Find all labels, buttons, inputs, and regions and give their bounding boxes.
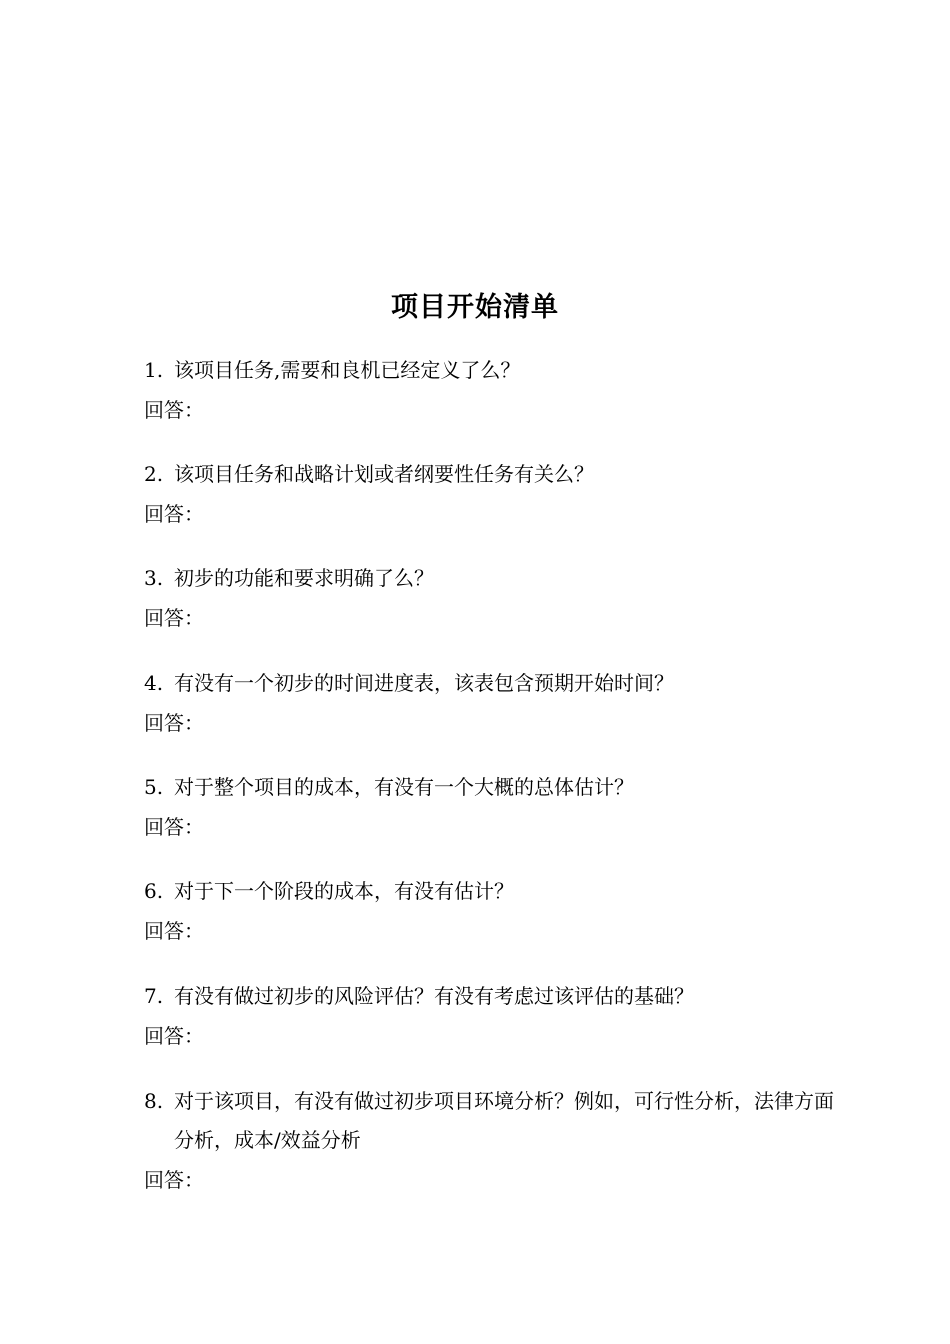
question-text: 对于下一个阶段的成本，有没有估计？ [174, 879, 514, 903]
answer-label: 回答： [144, 815, 204, 839]
question-number: 4. [144, 671, 164, 695]
question-block-5 [144, 768, 844, 847]
question-block-4 [144, 664, 844, 743]
question-number: 5. [144, 775, 164, 799]
answer-label: 回答： [144, 1168, 204, 1192]
question [144, 351, 844, 390]
question [144, 1082, 844, 1160]
question-text: 该项目任务和战略计划或者纲要性任务有关么？ [174, 462, 594, 486]
answer-label: 回答： [144, 711, 204, 735]
answer-label: 回答： [144, 919, 204, 943]
question-text: 有没有做过初步的风险评估？有没有考虑过该评估的基础？ [174, 984, 694, 1008]
question-block-2 [144, 455, 844, 534]
question-text: 初步的功能和要求明确了么？ [174, 566, 434, 590]
answer-label: 回答： [144, 1024, 204, 1048]
answer-label: 回答： [144, 606, 204, 630]
question-number: 1. [144, 358, 164, 382]
answer-label: 回答： [144, 398, 204, 422]
question-text: 对于整个项目的成本，有没有一个大概的总体估计？ [174, 775, 634, 799]
question-number: 6. [144, 879, 164, 903]
question-number: 2. [144, 462, 164, 486]
question-block-1 [144, 351, 844, 430]
question-block-6 [144, 872, 844, 951]
answer-label: 回答： [144, 502, 204, 526]
question-block-8 [144, 1082, 844, 1200]
question-block-3 [144, 559, 844, 638]
question-text: 对于该项目，有没有做过初步项目环境分析？例如，可行性分析，法律方面分析，成本/效益分析 [174, 1089, 834, 1152]
question [144, 977, 844, 1016]
question-block-7 [144, 977, 844, 1056]
page-title: 项目开始清单 [391, 292, 559, 323]
question-text: 有没有一个初步的时间进度表，该表包含预期开始时间？ [174, 671, 674, 695]
question-number: 7. [144, 984, 164, 1008]
question-number: 3. [144, 566, 164, 590]
question-number: 8. [144, 1089, 164, 1113]
question-text: 该项目任务,需要和良机已经定义了么？ [174, 358, 521, 382]
question [144, 664, 844, 703]
question [144, 559, 844, 598]
question [144, 768, 844, 807]
question [144, 872, 844, 911]
question [144, 455, 844, 494]
